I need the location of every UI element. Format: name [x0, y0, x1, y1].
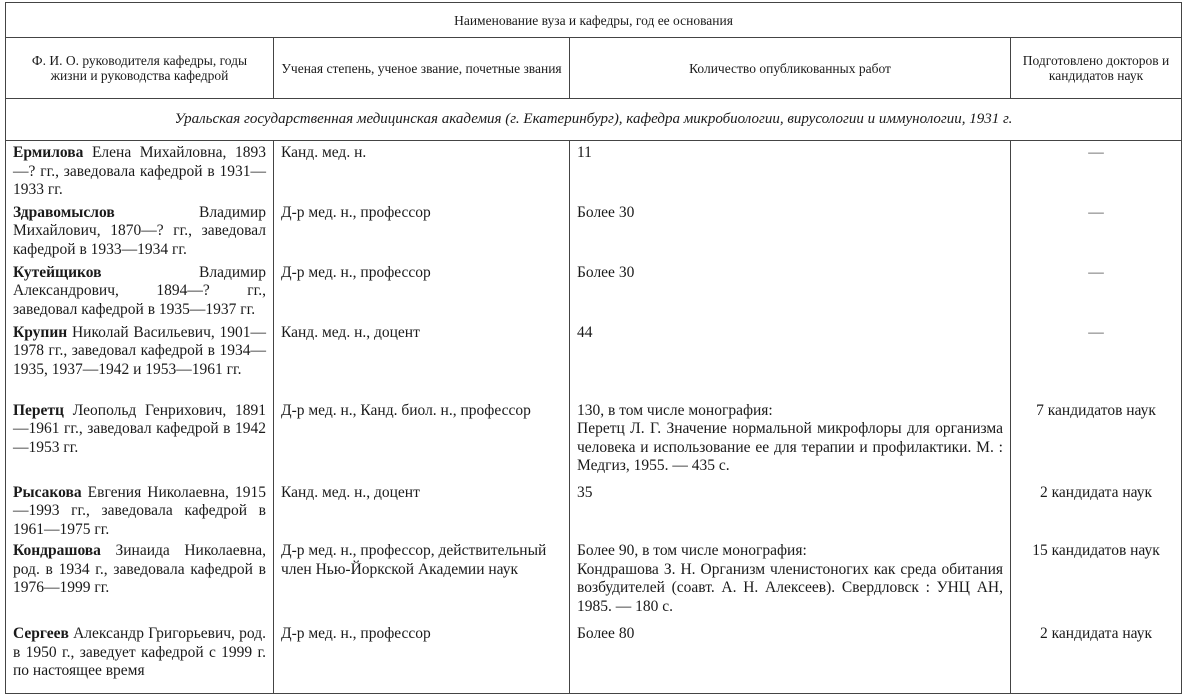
publications-cell	[570, 141, 1011, 201]
head-surname: Сергеев	[13, 625, 69, 642]
head-name-cell	[6, 141, 274, 201]
head-surname: Рысакова	[13, 483, 82, 501]
degree-cell: Д-р мед. н., профессор, действительный член Нью-Йоркской Академии наук	[274, 539, 570, 622]
publication-count: Более 80	[577, 625, 635, 642]
publication-detail: Кондрашова З. Н. Организм членистоногих как среда обитания возбудителей (соавт. А. Н. Алексеев). Свердловск : УНЦ АН, 1985. — 180 с.	[577, 560, 1003, 615]
publication-detail: Перетц Л. Г. Значение нормальной микрофлоры для организма человека и использование ее для терапии и профилактики. М. : Медгиз, 1955. — 435 с.	[577, 420, 1003, 474]
table-row	[6, 481, 1182, 540]
head-surname: Кутейщиков	[13, 263, 102, 281]
publications-cell	[570, 622, 1011, 693]
trained-cell: 2 кандидата наук	[1011, 622, 1182, 693]
head-bio: Леопольд Генрихович, 1891—1961 гг., заведовал кафедрой в 1942—1953 гг.	[13, 401, 266, 456]
head-bio: Евгения Николаевна, 1915—1993 гг., заведовала кафедрой в 1961—1975 гг.	[13, 483, 266, 538]
column-header-publications: Количество опубликованных работ	[570, 38, 1011, 99]
degree-cell: Д-р мед. н., профессор	[274, 201, 570, 261]
head-name-cell	[6, 261, 274, 321]
institution-row: Уральская государственная медицинская академия (г. Екатеринбург), кафедра микробиологии, вирусологии и иммунологии, 1931 г.	[6, 99, 1182, 141]
publication-count: 35	[577, 483, 593, 501]
head-name-cell	[6, 321, 274, 399]
column-header-name: Ф. И. О. руководителя кафедры, годы жизни и руководства кафедрой	[6, 38, 274, 99]
table-row	[6, 321, 1182, 399]
head-bio: Николай Васильевич, 1901—1978 гг., заведовал кафедрой в 1934—1935, 1937—1942 и 1953—1961 гг.	[13, 323, 266, 378]
table-row	[6, 622, 1182, 693]
head-bio: Александр Григорьевич, род. в 1950 г., заведует кафедрой с 1999 г. по настоящее время	[13, 625, 266, 679]
head-name-cell	[6, 481, 274, 540]
column-header-trained: Подготовлено докторов и кандидатов наук	[1011, 38, 1182, 99]
trained-cell: —	[1011, 201, 1182, 261]
publications-cell	[570, 201, 1011, 261]
head-surname: Перетц	[13, 401, 64, 419]
table-row	[6, 141, 1182, 201]
publications-cell	[570, 399, 1011, 481]
trained-cell: —	[1011, 261, 1182, 321]
head-bio: Владимир Михайлович, 1870—? гг., заведовал кафедрой в 1933—1934 гг.	[13, 203, 266, 258]
publications-cell	[570, 261, 1011, 321]
degree-cell: Д-р мед. н., профессор	[274, 261, 570, 321]
publications-cell	[570, 481, 1011, 540]
head-surname: Здравомыслов	[13, 203, 115, 221]
publications-cell	[570, 321, 1011, 399]
publication-count: 130, в том числе монография:	[577, 401, 773, 419]
head-bio: Владимир Александрович, 1894—? гг., заведовал кафедрой в 1935—1937 гг.	[13, 263, 266, 318]
publication-count: Более 30	[577, 263, 635, 281]
trained-cell: 15 кандидатов наук	[1011, 539, 1182, 622]
degree-cell: Д-р мед. н., профессор	[274, 622, 570, 693]
degree-cell: Д-р мед. н., Канд. биол. н., профессор	[274, 399, 570, 481]
degree-cell: Канд. мед. н., доцент	[274, 321, 570, 399]
table-row	[6, 399, 1182, 481]
table-row	[6, 539, 1182, 622]
department-heads-table	[5, 2, 1182, 694]
table-row	[6, 261, 1182, 321]
head-name-cell	[6, 399, 274, 481]
trained-cell: 2 кандидата наук	[1011, 481, 1182, 540]
head-name-cell	[6, 201, 274, 261]
head-surname: Кондрашова	[13, 542, 101, 559]
table-row	[6, 201, 1182, 261]
publication-count: 44	[577, 323, 593, 341]
publication-count: Более 30	[577, 203, 635, 221]
head-name-cell	[6, 622, 274, 693]
head-bio: Зинаида Николаевна, род. в 1934 г., заведовала кафедрой в 1976—1999 гг.	[13, 542, 266, 596]
head-surname: Крупин	[13, 323, 68, 341]
column-header-degree: Ученая степень, ученое звание, почетные звания	[274, 38, 570, 99]
trained-cell: —	[1011, 321, 1182, 399]
degree-cell: Канд. мед. н.	[274, 141, 570, 201]
head-bio: Елена Михайловна, 1893—? гг., заведовала кафедрой в 1931—1933 гг.	[13, 144, 266, 198]
trained-cell: —	[1011, 141, 1182, 201]
trained-cell: 7 кандидатов наук	[1011, 399, 1182, 481]
publications-cell	[570, 539, 1011, 622]
degree-cell: Канд. мед. н., доцент	[274, 481, 570, 540]
publication-count: 11	[577, 144, 592, 161]
publication-count: Более 90, в том числе монография:	[577, 542, 807, 559]
head-surname: Ермилова	[13, 144, 84, 161]
head-name-cell	[6, 539, 274, 622]
table-caption: Наименование вуза и кафедры, год ее основания	[6, 3, 1182, 38]
